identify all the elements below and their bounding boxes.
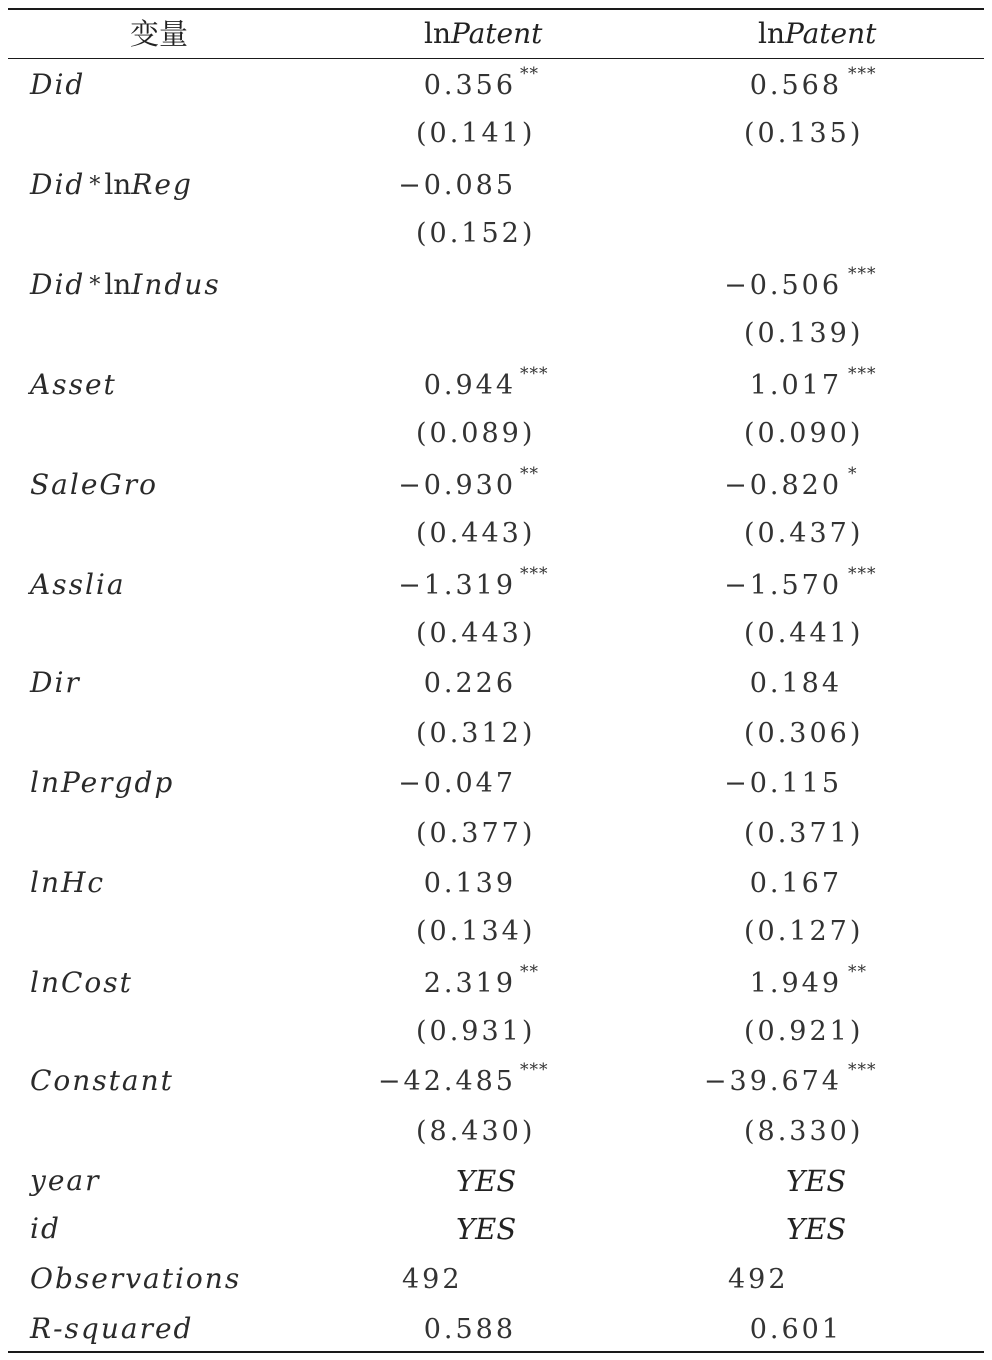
se-col1: (0.312) — [416, 718, 536, 749]
se-col2: (0.090) — [744, 418, 864, 449]
coef-col1: −0.085 — [398, 170, 516, 201]
row-did-lnindus — [0, 264, 992, 304]
se-col2: (8.330) — [744, 1116, 864, 1147]
row-year — [0, 1160, 992, 1200]
se-col2: (0.139) — [744, 318, 864, 349]
row-label: Asslia — [30, 568, 126, 601]
row-did-se — [0, 112, 992, 152]
row-constant — [0, 1060, 992, 1100]
sig-col1: *** — [520, 1060, 549, 1080]
coef-col1: −1.319 — [398, 570, 516, 601]
coef-col1: 0.944 — [423, 370, 516, 401]
se-col2: (0.441) — [744, 618, 864, 649]
header-col1-name: Patent — [451, 17, 543, 50]
row-label: Dir — [30, 666, 81, 699]
row-label: Did — [30, 68, 86, 101]
r2-col2: 0.601 — [749, 1314, 842, 1345]
row-asslia — [0, 564, 992, 604]
se-col1: (0.152) — [416, 218, 536, 249]
coef-col1: 0.356 — [423, 70, 516, 101]
coef-col2: 0.167 — [749, 868, 842, 899]
bottom-rule — [8, 1351, 984, 1353]
se-col2: (0.306) — [744, 718, 864, 749]
coef-col2: 0.568 — [749, 70, 842, 101]
sig-col2: *** — [848, 264, 877, 284]
se-col2: (0.921) — [744, 1016, 864, 1047]
row-asset — [0, 364, 992, 404]
sig-col2: ** — [848, 962, 867, 982]
sig-col2: *** — [848, 364, 877, 384]
row-label: id — [30, 1212, 61, 1245]
fe-col1: YES — [456, 1164, 517, 1198]
row-label: lnCost — [30, 966, 133, 999]
sig-col1: ** — [520, 962, 539, 982]
coef-col2: −0.115 — [724, 768, 842, 799]
row-rsquared — [0, 1308, 992, 1348]
coef-col1: −0.047 — [398, 768, 516, 799]
row-lnpergdp-se — [0, 812, 992, 852]
se-col1: (0.377) — [416, 818, 536, 849]
top-rule — [8, 8, 984, 10]
row-salegro-se — [0, 512, 992, 552]
row-lncost — [0, 962, 992, 1002]
label-ln: ln — [104, 168, 132, 201]
row-did-lnreg — [0, 164, 992, 204]
header-col2 — [758, 14, 876, 54]
header-col2-prefix: ln — [758, 17, 785, 50]
coef-col2: 1.949 — [749, 968, 842, 999]
row-label: Constant — [30, 1064, 174, 1097]
se-col2: (0.371) — [744, 818, 864, 849]
coef-col2: −39.674 — [703, 1066, 842, 1097]
label-part: Did — [30, 168, 86, 201]
row-asslia-se — [0, 612, 992, 652]
sig-col1: *** — [520, 564, 549, 584]
label-part: Reg — [131, 168, 193, 201]
obs-col1: 492 — [402, 1264, 463, 1295]
row-label: lnHc — [30, 866, 106, 899]
row-lnpergdp — [0, 762, 992, 802]
row-did-lnreg-se — [0, 212, 992, 252]
label-ln: ln — [104, 268, 132, 301]
sig-col1: ** — [520, 64, 539, 84]
coef-col2: −1.570 — [724, 570, 842, 601]
header-col2-name: Patent — [785, 17, 877, 50]
row-asset-se — [0, 412, 992, 452]
row-label: R-squared — [30, 1312, 194, 1345]
fe-col2: YES — [786, 1164, 847, 1198]
sig-col1: *** — [520, 364, 549, 384]
obs-col2: 492 — [728, 1264, 789, 1295]
row-dir — [0, 662, 992, 702]
se-col1: (0.931) — [416, 1016, 536, 1047]
coef-col1: −42.485 — [377, 1066, 516, 1097]
row-id — [0, 1208, 992, 1248]
se-col1: (0.443) — [416, 618, 536, 649]
row-dir-se — [0, 712, 992, 752]
row-did-lnindus-se — [0, 312, 992, 352]
row-label — [30, 268, 221, 301]
se-col1: (0.443) — [416, 518, 536, 549]
row-lnhc — [0, 862, 992, 902]
label-part: Did — [30, 268, 86, 301]
row-label: SaleGro — [30, 468, 159, 501]
coef-col1: 2.319 — [423, 968, 516, 999]
header-col1-prefix: ln — [424, 17, 451, 50]
row-lncost-se — [0, 1010, 992, 1050]
label-operator: * — [89, 173, 101, 198]
fe-col1: YES — [456, 1212, 517, 1246]
se-col2: (0.127) — [744, 916, 864, 947]
header-col1 — [424, 14, 542, 54]
row-lnhc-se — [0, 910, 992, 950]
header-rule — [8, 58, 984, 59]
r2-col1: 0.588 — [423, 1314, 516, 1345]
row-salegro — [0, 464, 992, 504]
coef-col1: 0.139 — [423, 868, 516, 899]
label-part: Indus — [131, 268, 221, 301]
row-label: Observations — [30, 1262, 242, 1295]
row-constant-se — [0, 1110, 992, 1150]
header-variable: 变量 — [130, 17, 189, 51]
sig-col2: * — [848, 464, 858, 484]
coef-col1: 0.226 — [423, 668, 516, 699]
coef-col2: −0.506 — [724, 270, 842, 301]
se-col2: (0.135) — [744, 118, 864, 149]
row-observations — [0, 1258, 992, 1298]
row-label: Asset — [30, 368, 117, 401]
row-label: year — [30, 1164, 101, 1197]
coef-col2: 1.017 — [749, 370, 842, 401]
row-label — [30, 168, 193, 201]
sig-col2: *** — [848, 64, 877, 84]
coef-col1: −0.930 — [398, 470, 516, 501]
se-col1: (0.134) — [416, 916, 536, 947]
coef-col2: 0.184 — [749, 668, 842, 699]
sig-col2: *** — [848, 564, 877, 584]
se-col1: (0.089) — [416, 418, 536, 449]
se-col2: (0.437) — [744, 518, 864, 549]
label-operator: * — [89, 273, 101, 298]
sig-col2: *** — [848, 1060, 877, 1080]
coef-col2: −0.820 — [724, 470, 842, 501]
fe-col2: YES — [786, 1212, 847, 1246]
row-label: lnPergdp — [30, 766, 175, 799]
se-col1: (8.430) — [416, 1116, 536, 1147]
row-did — [0, 64, 992, 104]
sig-col1: ** — [520, 464, 539, 484]
se-col1: (0.141) — [416, 118, 536, 149]
